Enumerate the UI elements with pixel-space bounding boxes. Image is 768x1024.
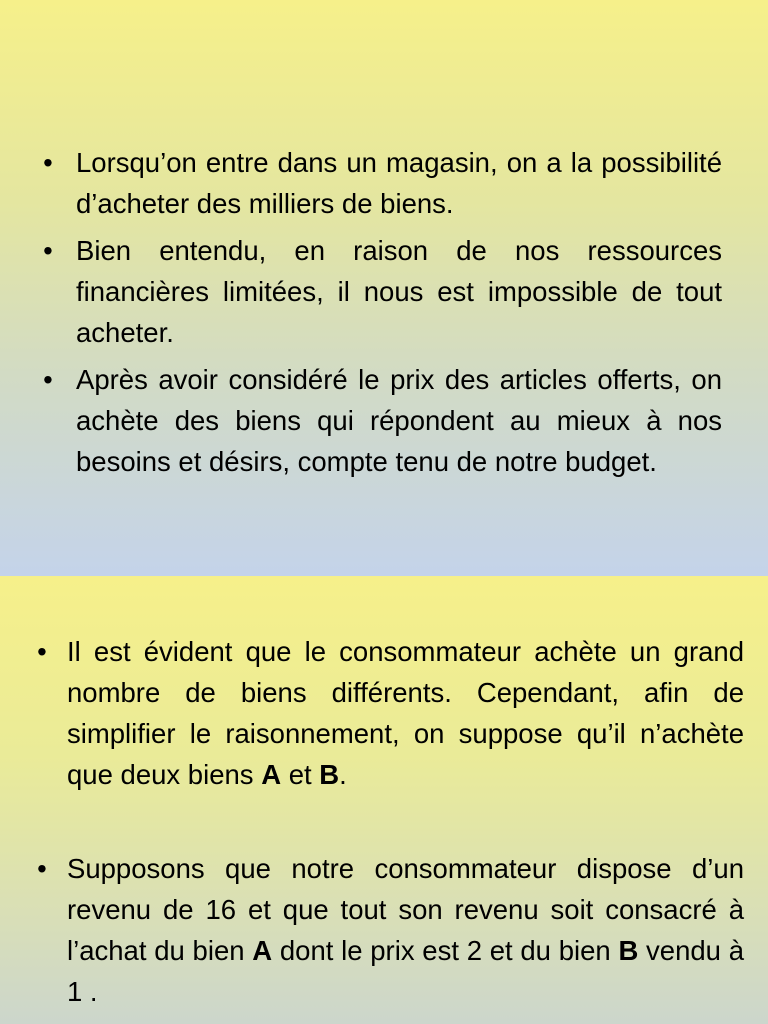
bullet-item — [42, 142, 722, 224]
end-punctuation: . — [339, 759, 347, 790]
bullet-text: Supposons que notre consommateur dispose d’un revenu de 16 et que tout son revenu soit consacré à l’achat du bien — [67, 853, 744, 966]
good-a-label: A — [252, 935, 273, 966]
bullet-item — [42, 230, 722, 353]
bullet-list — [36, 631, 744, 1012]
bullet-item — [36, 631, 744, 795]
conjunction-text: et — [281, 759, 320, 790]
good-a-label: A — [261, 759, 282, 790]
bullet-list — [42, 142, 722, 488]
good-b-label: B — [319, 759, 340, 790]
good-b-label: B — [618, 935, 639, 966]
bullet-glyph: • — [43, 235, 53, 266]
bullet-text: Il est évident que le consommateur achète un grand nombre de biens différents. Cependant, afin de simplifier le raisonnement, on suppose qu’il n’achète que deux biens — [67, 636, 744, 790]
bullet-text-middle: dont le prix est 2 et du bien — [272, 935, 619, 966]
bullet-glyph: • — [37, 853, 47, 884]
bullet-item — [36, 848, 744, 1012]
bullet-text: Lorsqu’on entre dans un magasin, on a la possibilité d’acheter des milliers de biens. — [76, 147, 722, 219]
bullet-text-end: vendu à 1 . — [67, 935, 744, 1007]
bullet-text: Bien entendu, en raison de nos ressources financières limitées, il nous est impossible de tout acheter. — [76, 235, 722, 348]
bullet-glyph: • — [43, 364, 53, 395]
bullet-text: Après avoir considéré le prix des articles offerts, on achète des biens qui répondent au mieux à nos besoins et désirs, compte tenu de notre budget. — [76, 364, 722, 477]
slide-2 — [0, 576, 768, 1024]
bullet-glyph: • — [37, 636, 47, 667]
bullet-glyph: • — [43, 147, 53, 178]
bullet-item — [42, 359, 722, 482]
